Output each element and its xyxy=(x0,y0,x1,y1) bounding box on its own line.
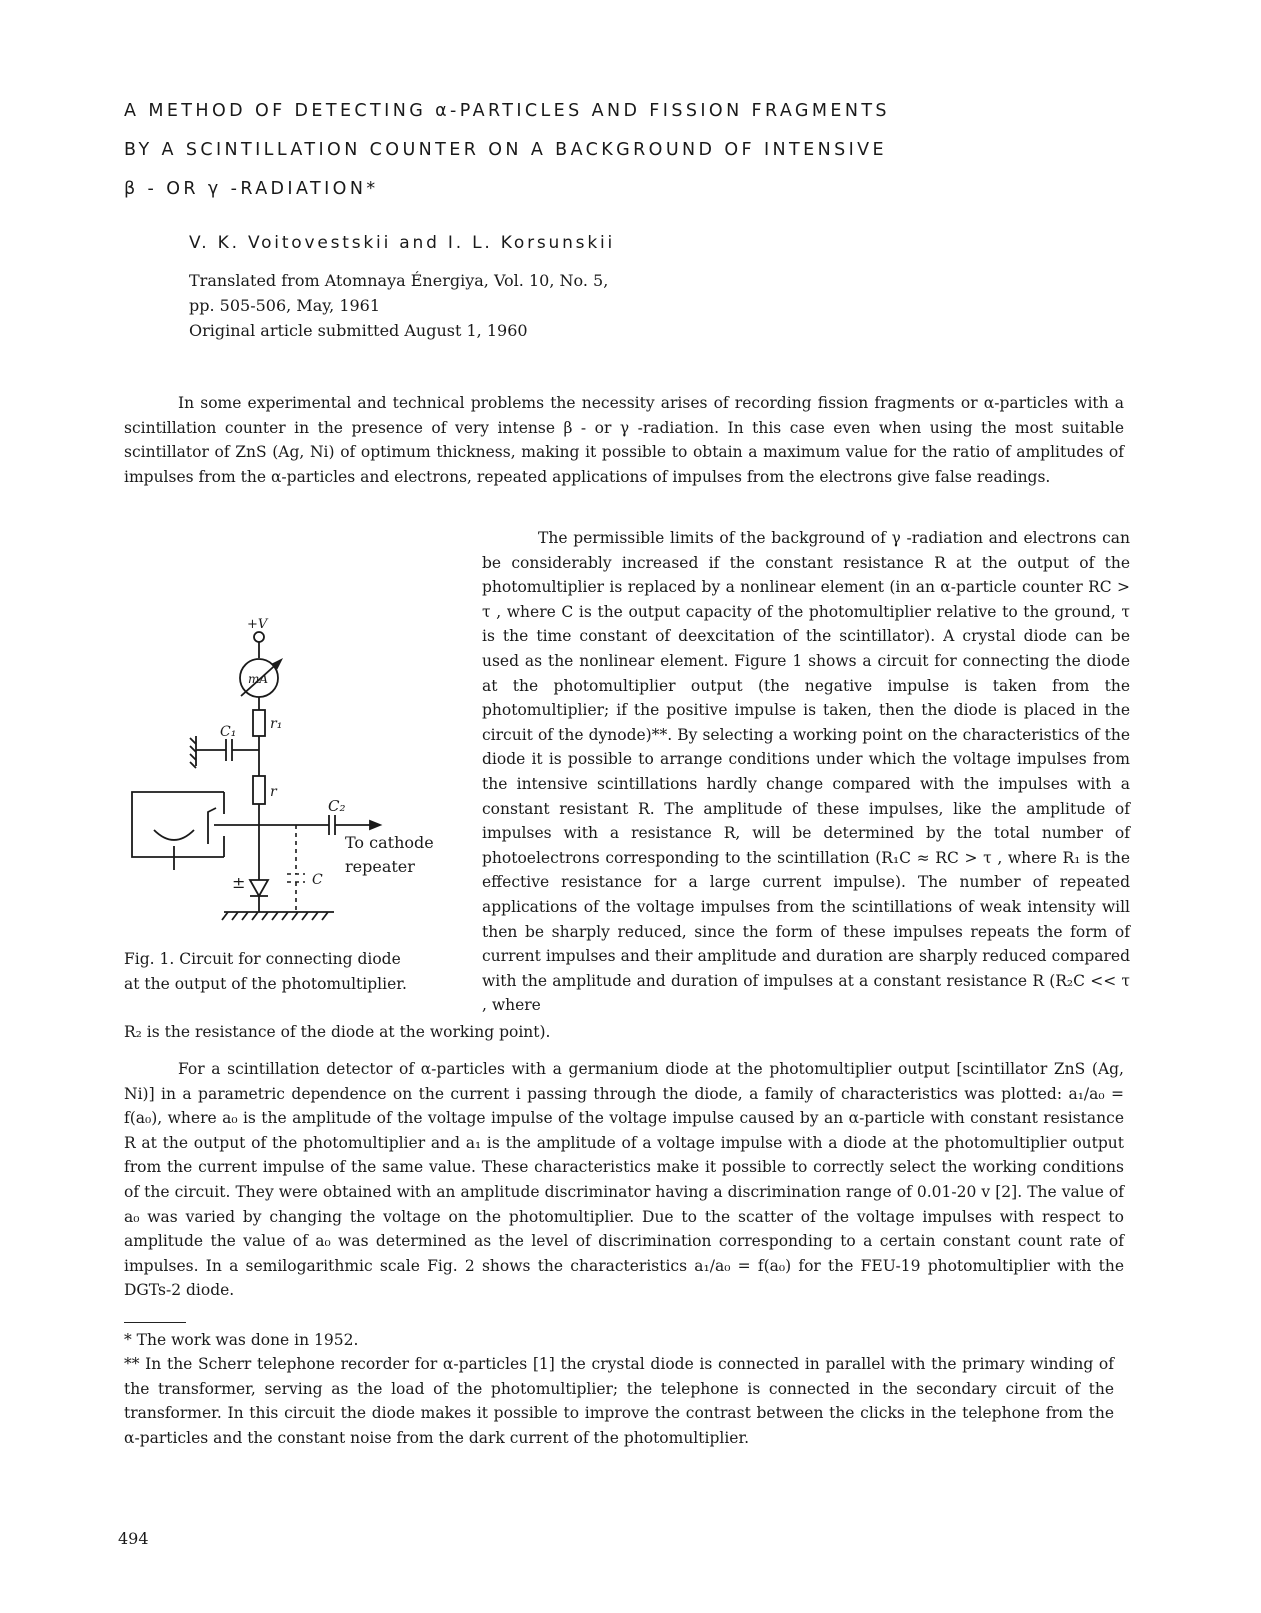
footnote-2: ** In the Scherr telephone recorder for α-particles [1] the crystal diode is connected in parallel with the primary winding of the transformer, serving as the load of the photomultiplier; the telephone is connected in the secondary circuit of the transformer. In this circuit the diode makes it possible to improve the contrast between the clicks in the telephone from the α-particles and the constant noise from the dark current of the photomultiplier. xyxy=(124,1355,1114,1447)
label-to-cathode: To cathode xyxy=(345,833,434,852)
figure-caption xyxy=(124,947,464,996)
paragraph-characteristics: For a scintillation detector of α-particles with a germanium diode at the photomultiplier output [scintillator ZnS (Ag, Ni)] in a parametric dependence on the current i passing through the diode, a family of characteristics was plotted: a₁/a₀ = f(a₀), where a₀ is the amplitude of the voltage impulse of the voltage impulse caused by an α-particle with constant resistance R at the output of the photomultiplier and a₁ is the amplitude of a voltage impulse with a diode at the photomultiplier output from the current impulse of the same value. These characteristics make it possible to correctly select the working conditions of the circuit. They were obtained with an amplitude discriminator having a discrimination range of 0.01-20 v [2]. The value of a₀ was varied by changing the voltage on the photomultiplier. Due to the scatter of the voltage impulses with respect to amplitude the value of a₀ was determined as the level of discrimination corresponding to a certain constant count rate of impulses. In a semilogarithmic scale Fig. 2 shows the characteristics a₁/a₀ = f(a₀) for the FEU-19 photomultiplier with the DGTs-2 diode. xyxy=(124,1060,1124,1300)
label-r1: r₁ xyxy=(270,716,283,732)
paragraph-intro: In some experimental and technical problems the necessity arises of recording fission fragments or α-particles with a scintillation counter in the presence of very intense β - or γ -radiation. In this case even when using the most suitable scintillator of ZnS (Ag, Ni) of optimum thickness, making it possible to obtain a maximum value for the ratio of amplitudes of impulses from the α-particles and electrons, repeated applications of impulses from the electrons give false readings. xyxy=(124,394,1124,486)
caption-line-2: at the output of the photomultiplier. xyxy=(124,974,407,993)
circuit-figure xyxy=(124,612,458,942)
caption-line-1: Fig. 1. Circuit for connecting diode xyxy=(124,950,401,968)
label-plus-minus: ± xyxy=(232,873,246,892)
title-line-3: β - OR γ -RADIATION* xyxy=(124,179,379,199)
translation-line-3: Original article submitted August 1, 1960 xyxy=(189,321,528,340)
label-supply: +V xyxy=(247,617,268,632)
page-number: 494 xyxy=(118,1529,149,1548)
paragraph-nonlinear-element-end: R₂ is the resistance of the diode at the working point). xyxy=(124,1023,551,1041)
title-line-2: BY A SCINTILLATION COUNTER ON A BACKGROUND OF INTENSIVE xyxy=(124,140,887,160)
circuit-diagram xyxy=(124,612,458,942)
footnote-rule xyxy=(124,1322,186,1323)
label-c: C xyxy=(312,872,323,888)
paragraph-nonlinear-element: The permissible limits of the background of γ -radiation and electrons can be considerably increased if the constant resistance R at the output of the photomultiplier is replaced by a nonlinear element (in an α-particle counter RC > τ , where C is the output capacity of the photomultiplier relative to the ground, τ is the time constant of deexcitation of the scintillator). A crystal diode can be used as the nonlinear element. Figure 1 shows a circuit for connecting the diode at the photomultiplier output (the negative impulse is taken from the photomultiplier; if the positive impulse is taken, then the diode is placed in the circuit of the dynode)**. By selecting a working point on the characteristics of the diode it is possible to arrange conditions under which the voltage impulses from the intensive scintillations hardly change compared with the impulses with a constant resistant R. The amplitude of these impulses, like the amplitude of impulses with a resistance R, will be determined by the total number of photoelectrons corresponding to the scintillation (R₁C ≈ RC > τ , where R₁ is the effective resistance for a large current impulse). The number of repeated applications of the voltage impulses from the scintillations of weak intensity will then be sharply reduced, since the form of these impulses repeats the form of current impulses and their amplitude and duration are sharply reduced compared with the amplitude and duration of impulses at a constant resistance R (R₂C << τ , where xyxy=(482,529,1130,1015)
title-line-1: A METHOD OF DETECTING α-PARTICLES AND FISSION FRAGMENTS xyxy=(124,101,890,121)
translation-note xyxy=(189,268,608,343)
translation-line-1: Translated from Atomnaya Énergiya, Vol. 10, No. 5, xyxy=(189,271,609,290)
article-title xyxy=(124,92,1124,209)
label-repeater: repeater xyxy=(345,857,415,876)
footnote-1: * The work was done in 1952. xyxy=(124,1331,359,1349)
translation-line-2: pp. 505-506, May, 1961 xyxy=(189,296,381,315)
authors: V. K. Voitovestskii and I. L. Korsunskii xyxy=(189,233,616,253)
label-c1: C₁ xyxy=(220,724,237,740)
label-c2: C₂ xyxy=(328,797,346,815)
label-meter: mA xyxy=(248,672,269,686)
label-r: r xyxy=(270,784,277,800)
